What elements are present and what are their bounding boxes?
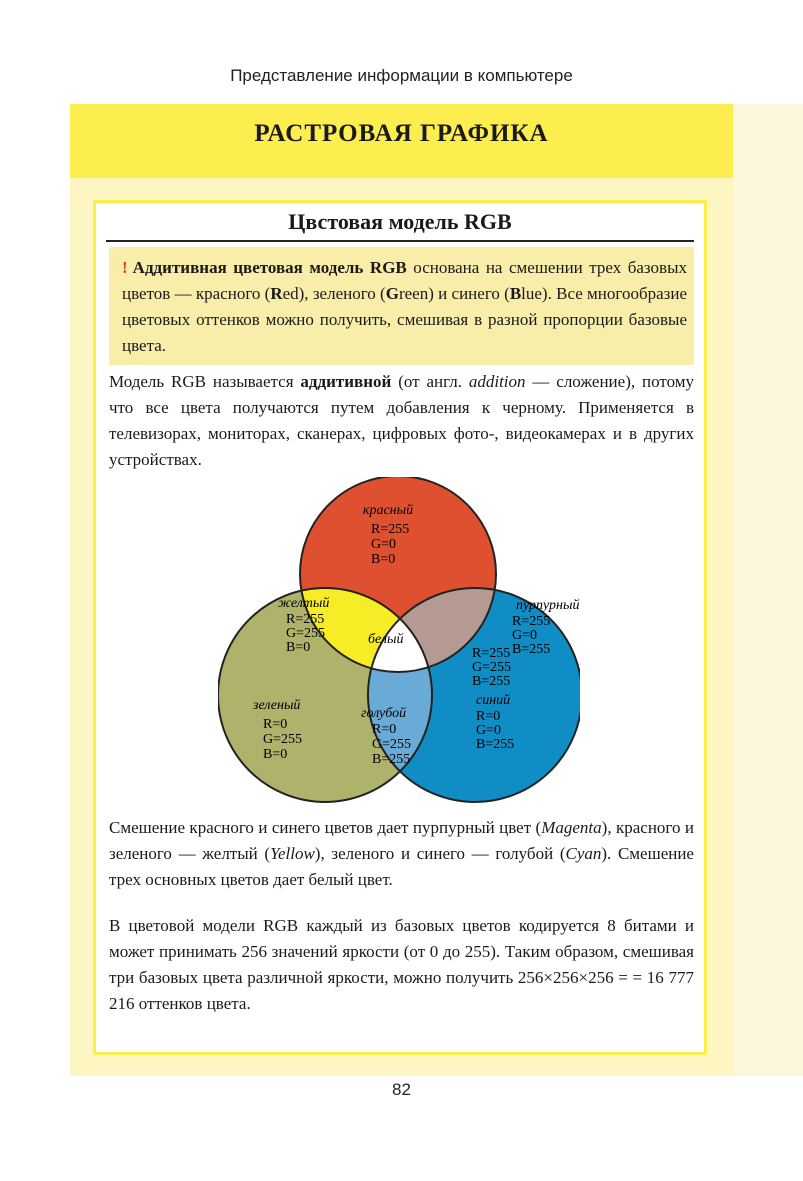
label-magenta-b: B=255 [512, 642, 551, 657]
label-magenta-g: G=0 [512, 628, 538, 643]
label-green-b: B=0 [263, 747, 288, 762]
definition-part: reen) и синего ( [398, 284, 510, 303]
label-red-r: R=255 [371, 522, 410, 537]
right-strip [733, 104, 803, 1076]
definition-text [122, 255, 687, 359]
letter-b: B [509, 284, 522, 303]
label-green-name: зеленый [253, 698, 301, 713]
italic-term: addition [468, 372, 526, 391]
italic-term: Magenta [541, 818, 602, 837]
label-white-name: белый [368, 632, 404, 647]
label-white-g: G=255 [472, 660, 512, 675]
exclamation-icon: ! [122, 258, 128, 277]
section-title-rule [106, 240, 694, 242]
italic-term: Cyan [565, 844, 602, 863]
label-magenta-r: R=255 [512, 614, 551, 629]
label-yellow-g: G=255 [286, 626, 326, 641]
text-part: Смешение красного и синего цветов дает пурпурный цвет ( [109, 818, 542, 837]
letter-g: G [385, 284, 399, 303]
label-cyan-r: R=0 [372, 722, 397, 737]
text-part: ). Смешение трех основных цветов дает белый цвет. [109, 844, 694, 889]
text-part: (от англ. [391, 372, 469, 391]
label-blue-r: R=0 [476, 709, 501, 724]
text-part: Модель RGB называется [109, 372, 301, 391]
italic-term: Yellow [270, 844, 315, 863]
bold-term: аддитивной [300, 372, 392, 391]
paragraph-encoding: В цветовой модели RGB каждый из базовых цветов кодируется 8 битами и может принимать 256 значений яркости (от 0 до 255). Таким образом, смешивая три базовых цвета различной яркости, можно получить 256×256×256 = = 16 777 216 оттенков цвета. [109, 916, 694, 1013]
label-cyan-g: G=255 [372, 737, 412, 752]
label-magenta-name: пурпурный [516, 598, 580, 613]
text-part: — сложение), потому что все цвета получаются путем добавления к черному. Применяется в телевизорах, мониторах, сканерах, цифровых фото-, видеокамерах и в других устройствах. [109, 372, 694, 469]
label-blue-b: B=255 [476, 737, 515, 752]
label-white-r: R=255 [472, 646, 511, 661]
paragraph-mixing [109, 815, 694, 893]
label-white-b: B=255 [472, 674, 511, 689]
main-title: РАСТРОВАЯ ГРАФИКА [254, 120, 549, 147]
definition-term: Аддитивная цветовая модель RGB [132, 258, 407, 277]
label-blue-g: G=0 [476, 723, 502, 738]
label-red-name: красный [362, 503, 414, 518]
label-green-g: G=255 [263, 732, 303, 747]
definition-part: ed), зеленого ( [282, 284, 386, 303]
text-part: ), красного и зеленого — желтый ( [109, 818, 694, 863]
label-yellow-name: желтый [278, 596, 330, 611]
section-title: Цвстовая модель RGB [288, 209, 512, 234]
label-yellow-b: B=0 [286, 640, 311, 655]
label-cyan-b: B=255 [372, 752, 411, 767]
label-yellow-r: R=255 [286, 612, 325, 627]
label-red-g: G=0 [371, 537, 397, 552]
rgb-venn-diagram [218, 477, 580, 809]
label-blue-name: синий [476, 693, 511, 708]
text-part: ), зеленого и синего — голубой ( [314, 844, 566, 863]
content-card [93, 200, 707, 1055]
page-number: 82 [392, 1080, 411, 1099]
letter-r: R [270, 284, 283, 303]
running-header: Представление информации в компьютере [230, 66, 573, 85]
definition-box [109, 247, 694, 365]
label-cyan-name: голубой [361, 706, 407, 721]
definition-part: основана на смешении трех базовых цветов — красного ( [122, 258, 687, 303]
definition-part: lue). Все многообразие цветовых оттенков можно получить, смешивая в разной пропорции базовые цвета. [122, 284, 687, 355]
label-green-r: R=0 [263, 717, 288, 732]
paragraph-additive [109, 369, 694, 473]
label-red-b: B=0 [371, 552, 396, 567]
